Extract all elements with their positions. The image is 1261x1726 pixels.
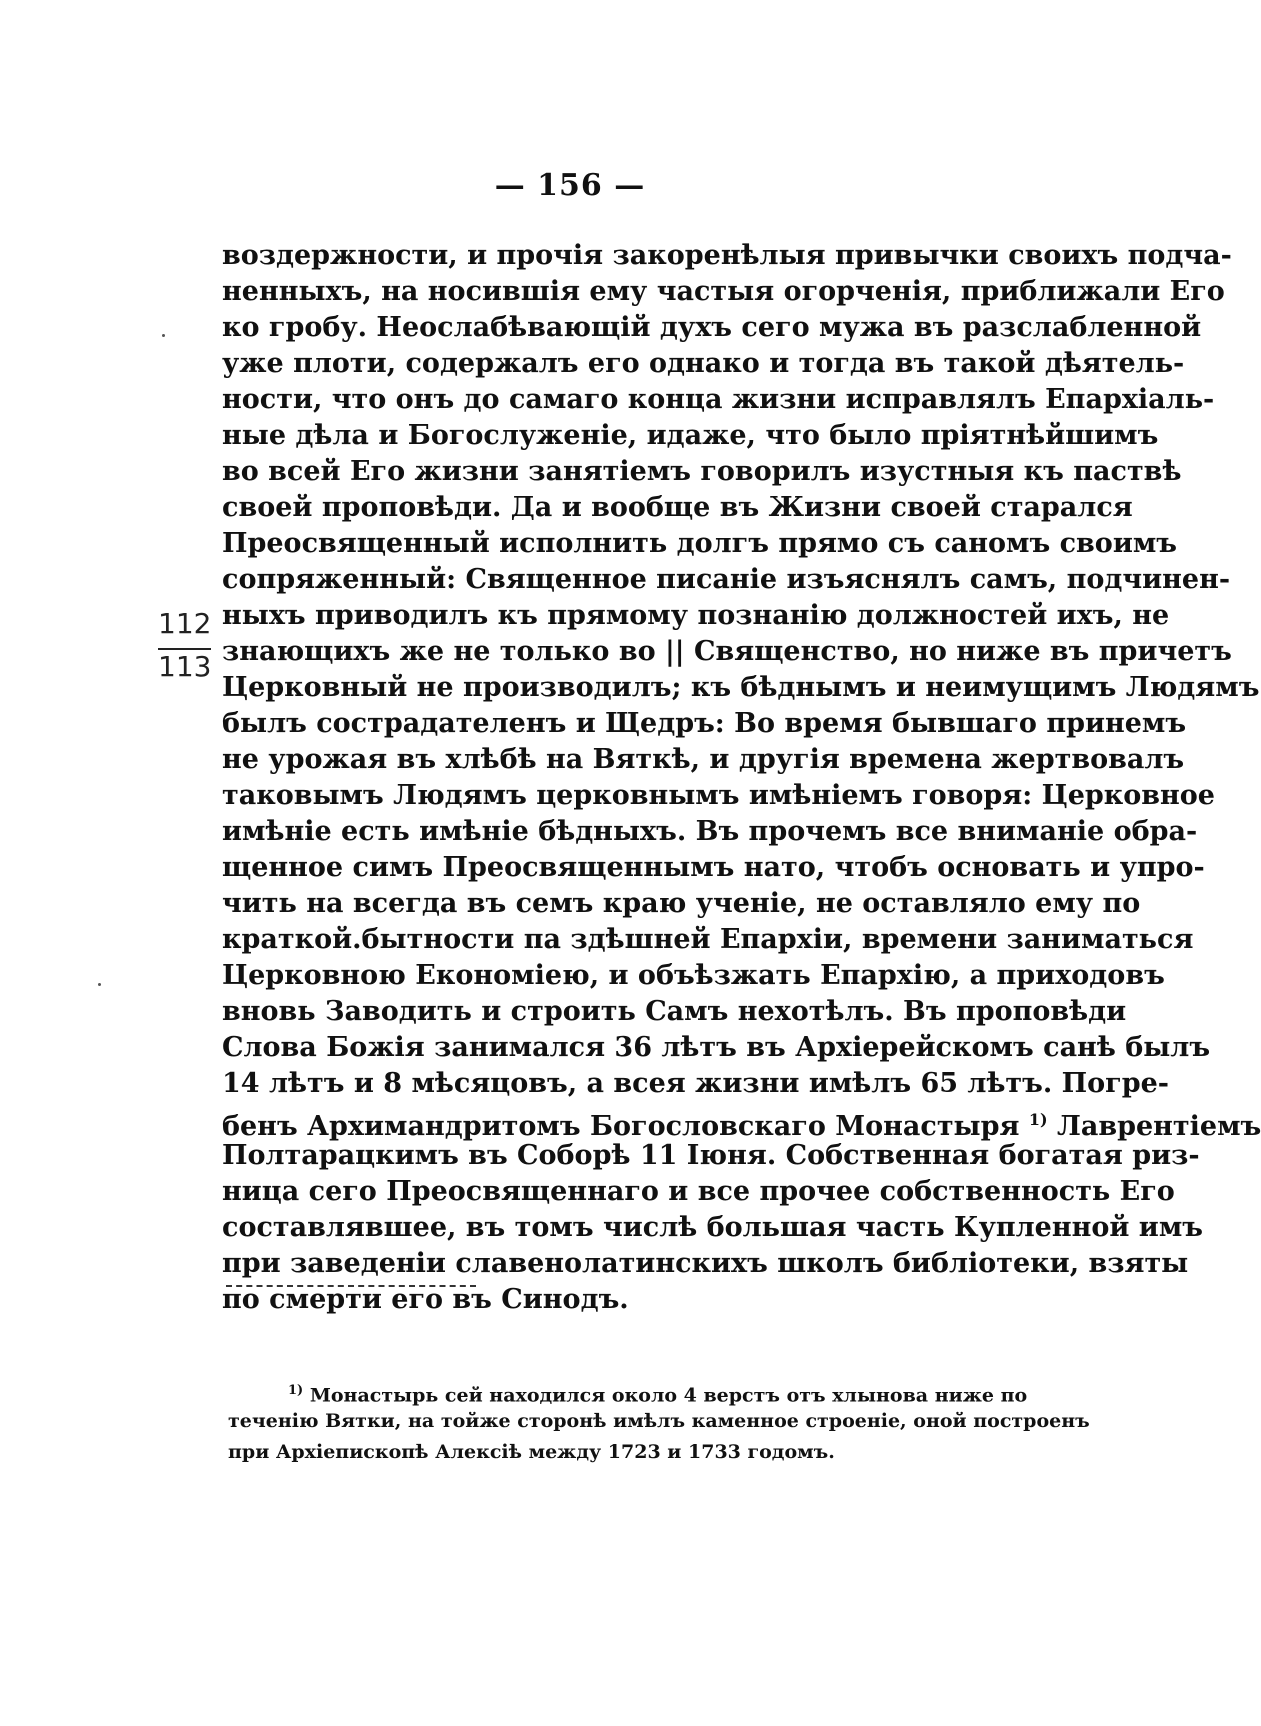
scan-speck (98, 983, 101, 986)
text-line: Церковною Економіею, и объѣзжать Епархію, а приходовъ (222, 960, 1165, 991)
text-line: краткой.бытности па здѣшней Епархіи, времени заниматься (222, 924, 1194, 955)
text-line: имѣніе есть имѣніе бѣдныхъ. Въ прочемъ все вниманіе обра- (222, 816, 1198, 847)
footnote-divider (226, 1285, 476, 1287)
footnote-line (288, 1375, 1028, 1407)
text-line: Слова Божія занимался 36 лѣтъ въ Архіерейскомъ санѣ былъ (222, 1032, 1211, 1063)
text-line-with-footnote-ref (222, 1102, 1261, 1142)
main-text (222, 238, 1261, 1318)
text-line: уже плоти, содержалъ его однако и тогда въ такой дѣятель- (222, 348, 1185, 379)
text-line: щенное симъ Преосвященнымъ нато, чтобъ основать и упро- (222, 852, 1205, 883)
footnote-reference: 1) (1028, 1110, 1048, 1129)
footnote (228, 1375, 1090, 1468)
page-number: — 156 — (494, 168, 646, 203)
text-line: ности, что онъ до самаго конца жизни исправлялъ Епархіаль- (222, 384, 1215, 415)
text-line: Полтарацкимъ въ Соборѣ 11 Іюня. Собственная богатая риз- (222, 1140, 1200, 1171)
text-line: Преосвященный исполнить долгъ прямо съ саномъ своимъ (222, 528, 1178, 559)
text-line: своей проповѣди. Да и вообще въ Жизни своей старался (222, 492, 1133, 523)
text-line: ные дѣла и Богослуженіе, идаже, что было пріятнѣйшимъ (222, 420, 1159, 451)
text-line: составлявшее, въ томъ числѣ большая часть Купленной имъ (222, 1212, 1203, 1243)
scan-speck (162, 334, 165, 337)
text-line: при заведеніи славенолатинскихъ школъ библіотеки, взяты (222, 1248, 1189, 1279)
text-line: 14 лѣтъ и 8 мѣсяцовъ, а всея жизни имѣлъ 65 лѣтъ. Погре- (222, 1068, 1169, 1099)
text-line: ныхъ приводилъ къ прямому познанію должностей ихъ, не (222, 600, 1170, 631)
margin-reference-top: 112 (158, 607, 212, 640)
text-line: по смерти его въ Синодъ. (222, 1284, 629, 1315)
text-line: ница сего Преосвященнаго и все прочее собственность Его (222, 1176, 1175, 1207)
footnote-line: при Архіепископѣ Алексіѣ между 1723 и 1733 годомъ. (228, 1441, 835, 1463)
text-line: воздержности, и прочія закоренѣлыя привычки своихъ подча- (222, 240, 1232, 271)
text-line: былъ сострадателенъ и Щедръ: Во время бывшаго принемъ (222, 708, 1187, 739)
text-line: знающихъ же не только во || Священство, но ниже въ причетъ (222, 636, 1232, 667)
margin-reference-bottom: 113 (158, 650, 212, 683)
text-segment: бенъ Архимандритомъ Богословскаго Монастыря (222, 1111, 1020, 1142)
footnote-mark: 1) (288, 1383, 304, 1398)
text-line: таковымъ Людямъ церковнымъ имѣніемъ говоря: Церковное (222, 780, 1215, 811)
text-line: вновь Заводить и строить Самъ нехотѣлъ. Въ проповѣди (222, 996, 1127, 1027)
text-line: ненныхъ, на носившія ему частыя огорченія, приближали Его (222, 276, 1225, 307)
text-line: во всей Его жизни занятіемъ говорилъ изустныя къ паствѣ (222, 456, 1182, 487)
footnote-text: Монастырь сей находился около 4 верстъ отъ хлынова ниже по (309, 1384, 1028, 1407)
text-line: Церковный не производилъ; къ бѣднымъ и неимущимъ Людямъ (222, 672, 1260, 703)
text-line: чить на всегда въ семъ краю ученіе, не оставляло ему по (222, 888, 1141, 919)
text-line: сопряженный: Священное писаніе изъяснялъ самъ, подчинен- (222, 564, 1231, 595)
text-line: не урожая въ хлѣбѣ на Вяткѣ, и другія времена жертвовалъ (222, 744, 1185, 775)
text-line: ко гробу. Неослабѣвающій духъ сего мужа въ разслабленной (222, 312, 1202, 343)
footnote-line: теченію Вятки, на тойже сторонѣ имѣлъ каменное строеніе, оной построенъ (228, 1410, 1090, 1432)
text-segment: Лаврентіемъ (1056, 1111, 1261, 1142)
